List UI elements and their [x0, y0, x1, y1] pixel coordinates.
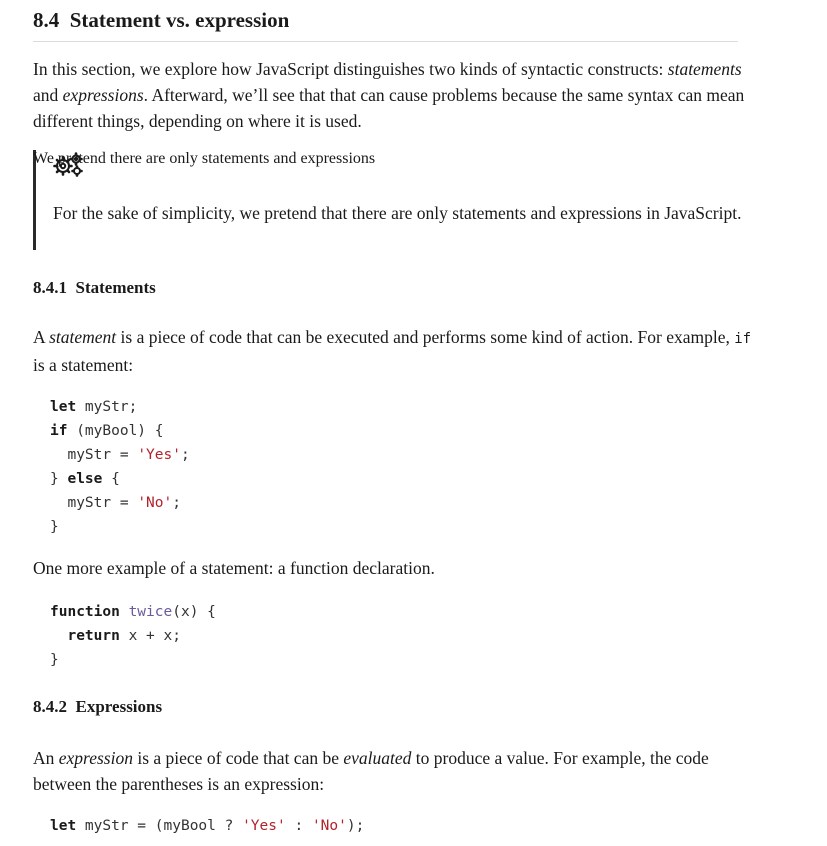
- intro-text: In this section, we explore how JavaScript distinguishes two kinds of syntactic constructs:: [33, 59, 664, 79]
- section-heading: [33, 5, 738, 42]
- code-keyword: return: [67, 628, 120, 644]
- subsection-title: Expressions: [75, 697, 163, 716]
- em-statement: statement: [49, 327, 117, 347]
- code-line: [50, 495, 181, 511]
- code-string: 'Yes': [242, 818, 286, 834]
- code-string: 'No': [311, 818, 347, 834]
- intro-and: and: [33, 85, 63, 105]
- code-token: [120, 604, 129, 620]
- callout-body: For the sake of simplicity, we pretend that there are only statements and expressions in JavaScript.: [53, 203, 742, 223]
- section-title: Statement vs. expression: [69, 8, 290, 32]
- code-token: (x) {: [172, 604, 216, 620]
- code-line: [50, 471, 120, 487]
- code-keyword: if: [50, 423, 68, 439]
- em-evaluated: evaluated: [343, 748, 412, 768]
- code-token: ;: [180, 447, 190, 463]
- intro-rest: . Afterward, we’ll see that that can cause problems because the same syntax can mean different things, depending on where it is used.: [33, 85, 745, 131]
- code-keyword: let: [50, 818, 77, 834]
- subsection-title: Statements: [75, 278, 156, 297]
- code-block-if-statement: [50, 395, 190, 539]
- code-line: [50, 628, 181, 644]
- code-string: 'No': [137, 495, 173, 511]
- expressions-paragraph: [33, 745, 753, 797]
- code-token: }: [50, 652, 59, 668]
- code-keyword: function: [50, 604, 120, 620]
- code-token: myStr = (myBool ?: [76, 818, 243, 834]
- code-keyword: let: [50, 399, 77, 415]
- code-token: x + x;: [119, 628, 181, 644]
- code-line: [50, 652, 59, 668]
- code-token: [50, 628, 67, 644]
- statements-paragraph: [33, 324, 753, 378]
- code-token: }: [50, 471, 68, 487]
- code-token: ;: [172, 495, 181, 511]
- code-token: :: [285, 818, 312, 834]
- intro-em-expressions: expressions: [62, 85, 144, 105]
- function-declaration-paragraph: One more example of a statement: a function declaration.: [33, 558, 435, 578]
- text: is a statement:: [33, 355, 134, 375]
- intro-em-statements: statements: [667, 59, 742, 79]
- code-line: [50, 604, 216, 620]
- code-line: [50, 423, 164, 439]
- code-token: {: [102, 471, 120, 487]
- em-expression: expression: [58, 748, 133, 768]
- text: to produce a value. For example, the code between the parentheses is an expression:: [33, 748, 709, 794]
- text: is a piece of code that can be: [132, 748, 344, 768]
- inline-code-if: if: [734, 331, 752, 347]
- text: A: [33, 327, 50, 347]
- code-line: [50, 399, 137, 415]
- code-line: [50, 519, 59, 535]
- code-block-expression: [50, 814, 364, 838]
- subsection-heading-expressions: [33, 696, 162, 718]
- code-token: myStr =: [50, 495, 138, 511]
- text: is a piece of code that can be executed and performs some kind of action. For example,: [116, 327, 735, 347]
- subsection-heading-statements: [33, 277, 156, 299]
- subsection-number: 8.4.2: [33, 697, 67, 716]
- text: An: [33, 748, 59, 768]
- code-token: (myBool) {: [67, 423, 164, 439]
- code-token: }: [50, 519, 59, 535]
- code-line: [50, 818, 364, 834]
- code-string: 'Yes': [137, 447, 181, 463]
- code-token: myStr;: [76, 399, 138, 415]
- code-keyword: else: [67, 471, 103, 487]
- code-function-name: twice: [128, 604, 173, 620]
- code-token: );: [346, 818, 365, 834]
- callout-title: We pretend there are only statements and expressions: [33, 150, 376, 167]
- subsection-number: 8.4.1: [33, 278, 67, 297]
- code-token: myStr =: [50, 447, 138, 463]
- code-block-function: [50, 600, 216, 672]
- section-number: 8.4: [33, 8, 60, 32]
- code-line: [50, 447, 190, 463]
- intro-paragraph: [33, 56, 753, 134]
